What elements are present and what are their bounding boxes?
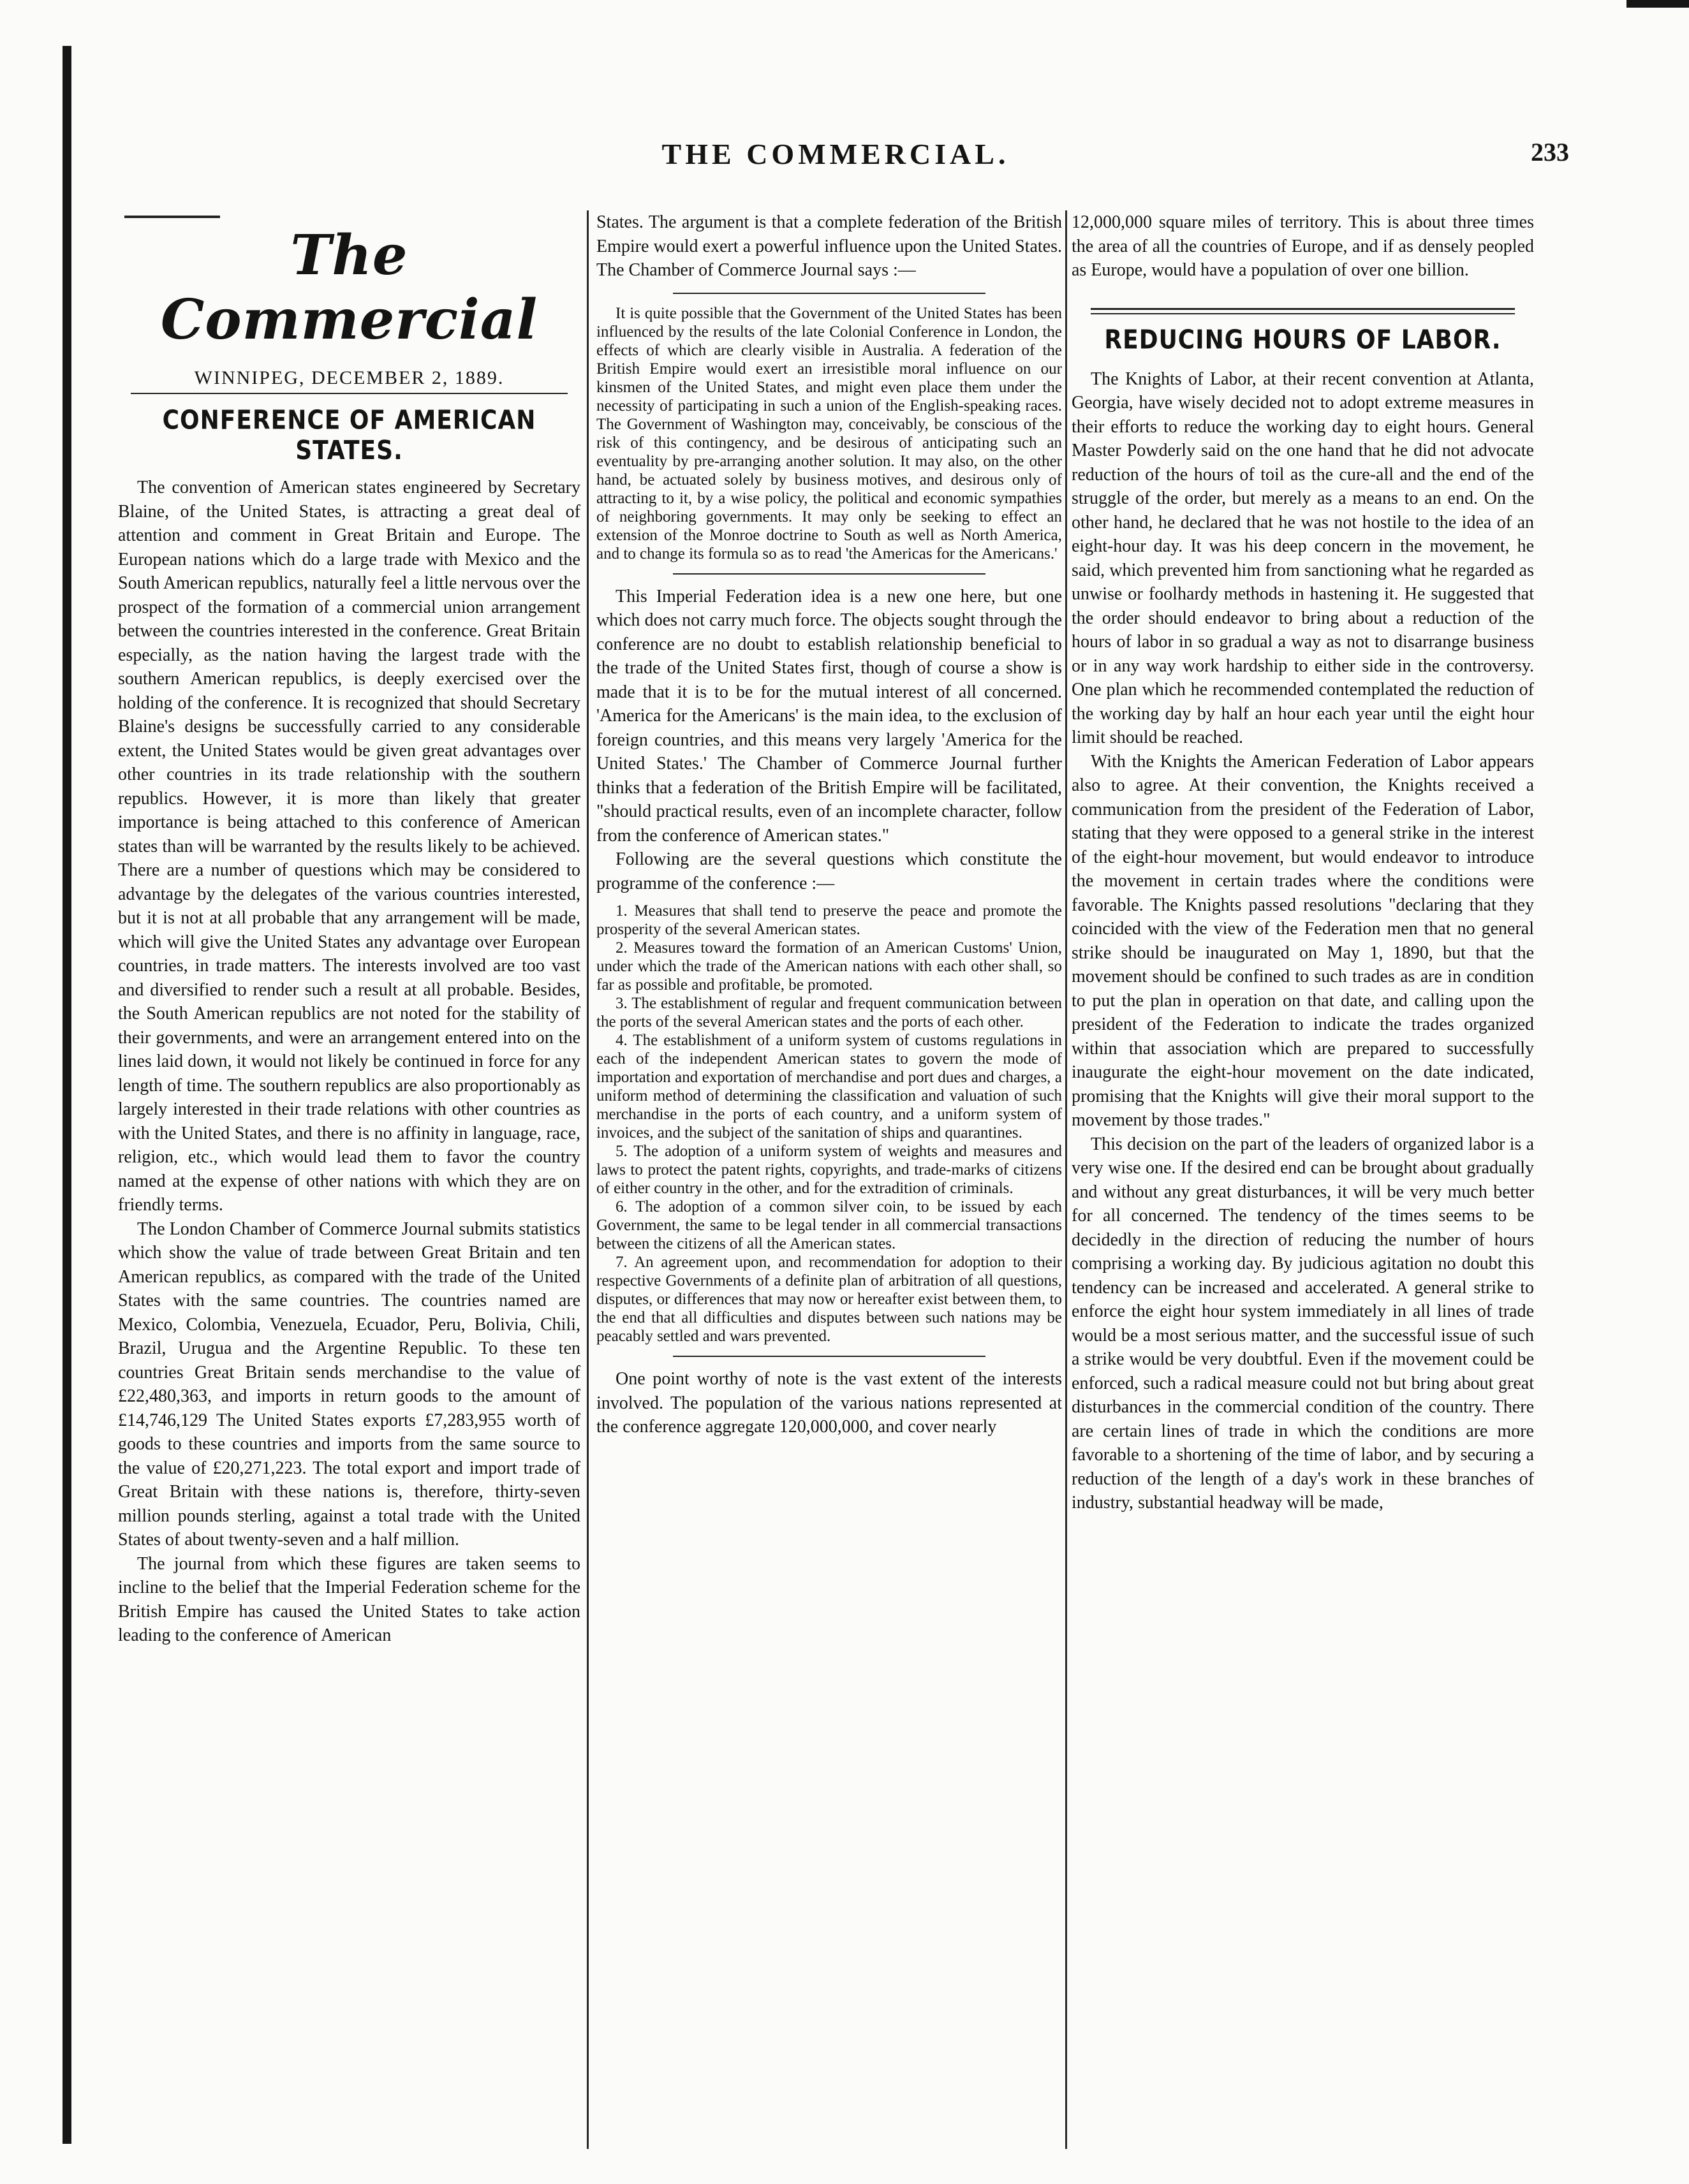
- dateline: WINNIPEG, DECEMBER 2, 1889.: [194, 367, 505, 388]
- column-rule: [1065, 210, 1067, 2149]
- article-paragraph: The journal from which these figures are taken seems to incline to the belief that the Imperial Federation scheme for the British Empire has caused the United States to take action leading to the conference of American: [118, 1553, 580, 1645]
- article-paragraph: The Knights of Labor, at their recent convention at Atlanta, Georgia, have wisely decided not to adopt extreme measures in their efforts to reduce the working day to eight hours. General Master Powderly said on the one hand that he did not advocate reduction of the hours of toil as the cure-all and the end of the struggle of the order, but merely as a means to an end. On the other hand, he declared that he was not hostile to the idea of an eight-hour day. It was his deep concern in the movement, he said, which prevented him from sanctioning what he regarded as unwise or foolhardy methods in hastening it. He suggested that the order should endeavor to bring about a reduction of the hours of labor in so gradual a way as not to disarrange business or in any way work hardship to either side in the controversy. One plan which he recommended contemplated the reduction of the working day by half an hour each year until the eight hour limit should be reached.: [1072, 369, 1534, 747]
- programme-item: 2. Measures toward the formation of an American Customs' Union, under which the trade of the American nations with each other shall, so far as possible and profitable, be promoted.: [596, 939, 1062, 993]
- article-paragraph: The London Chamber of Commerce Journal submits statistics which show the value of trade between Great Britain and ten American republics, as compared with the trade of the United States with the same countries. The countries named are Mexico, Colombia, Venezuela, Ecuador, Peru, Bolivia, Chili, Brazil, Urugua and the Argentine Republic. To these ten countries Great Britain sends merchandise to the value of £22,480,363, and imports in return goods to the amount of £14,746,129 The United States exports £7,283,955 worth of goods to these countries and imports from the same source to the value of £20,271,223. The total export and import trade of Great Britain with these nations is, therefore, thirty-seven million pounds sterling, against a total trade with the United States of about twenty-seven and a half million.: [118, 1219, 580, 1550]
- masthead-rule: [124, 216, 220, 218]
- running-header: [102, 137, 1569, 175]
- column-rule: [587, 210, 589, 2149]
- article-paragraph: This Imperial Federation idea is a new one here, but one which does not carry much force. The objects sought through the conference are no doubt to establish relationship beneficial to the trade of the United States first, though of course a show is made that it is to be for the mutual interest of all concerned. 'America for the Americans' is the main idea, to the exclusion of foreign countries, and this means very largely 'America for the United States.' The Chamber of Commerce Journal further thinks that a federation of the British Empire will be facilitated, "should practical results, even of an incomplete character, follow from the conference of American states.": [596, 586, 1062, 846]
- masthead-title: The Commercial: [160, 223, 538, 352]
- dateline-rule: [131, 393, 568, 394]
- article-paragraph: The convention of American states engineered by Secretary Blaine, of the United States, is attracting a great deal of attention and comment in Great Britain and Europe. The European nations which do a large trade with Mexico and the South American republics, naturally feel a little nervous over the prospect of the formation of a commercial union arrangement between the countries interested in the conference. Great Britain especially, as the nation having the largest trade with the southern American republics, is deeply exercised over the holding of the conference. It is recognized that should Secretary Blaine's designs be successfully carried to any considerable extent, the United States would be given great advantages over other countries in its trade relationship with the southern republics. However, it is more than likely that greater importance is being attached to this conference of American states than will be warranted by the results likely to be achieved. There are a number of questions which may be considered to advantage by the delegates of the various countries interested, but it is not at all probable that any arrangement will be made, which will give the United States any advantage over European countries, in trade matters. The interests involved are too vast and diversified to render such a result at all probable. Besides, the South American republics are not noted for the stability of their governments, and were an arrangement entered into on the lines laid down, it would not likely be continued in force for any length of time. The southern republics are also proportionably as largely interested in their trade relations with other countries as with the United States, and there is no affinity in language, race, religion, etc., which would lead them to favor the country named at the expense of other nations with which they are on friendly terms.: [118, 478, 580, 1215]
- article-paragraph: This decision on the part of the leaders of organized labor is a very wise one. If the desired end can be brought about gradually and without any great disturbances, it will be very much better for all concerned. The tendency of the times seems to be decidedly in the direction of reducing the number of hours comprising a working day. By judicious agitation no doubt this tendency can be increased and accelerated. A general strike to enforce the eight hour system immediately in all lines of trade would be a most serious matter, and the successful issue of such a strike would be very doubtful. Even if the movement could be enforced, such a radical measure could not but bring about great disturbances in the commercial condition of the country. There are certain lines of trade in which the conditions are more favorable to a shortening of the time of labor, and by securing a reduction of the length of a day's work in these branches of industry, substantial headway will be made,: [1072, 1134, 1534, 1513]
- article-paragraph: States. The argument is that a complete federation of the British Empire would exert a powerful influence upon the United States. The Chamber of Commerce Journal says :—: [596, 212, 1062, 280]
- column-1: [118, 210, 580, 2149]
- running-title: THE COMMERCIAL.: [661, 138, 1010, 170]
- programme-item: 6. The adoption of a common silver coin, to be issued by each Government, the same to be legal tender in all commercial transactions between the citizens of all the American states.: [596, 1198, 1062, 1252]
- programme-item: 3. The establishment of regular and frequent communication between the ports of the several American states and the ports of each other.: [596, 995, 1062, 1030]
- article-paragraph: One point worthy of note is the vast extent of the interests involved. The population of the various nations represented at the conference aggregate 120,000,000, and cover nearly: [596, 1369, 1062, 1437]
- programme-item: 1. Measures that shall tend to preserve the peace and promote the prosperity of the several American states.: [596, 902, 1062, 938]
- article-divider: [1091, 308, 1515, 314]
- article-paragraph: Following are the several questions which constitute the programme of the conference :—: [596, 849, 1062, 893]
- list-rule: [673, 1356, 985, 1357]
- page-number: 233: [1531, 138, 1569, 166]
- quote-rule: [673, 573, 985, 575]
- article-paragraph: With the Knights the American Federation of Labor appears also to agree. At their convention, the Knights received a communication from the president of the Federation of Labor, stating that they were opposed to a general strike in the interest of the eight-hour movement, but would endeavor to introduce the movement in certain trades where the conditions were favorable. The Knights passed resolutions "declaring that they coincided with the view of the Federation men that no general strike should be inaugurated on May 1, 1890, but that the movement should be confined to such trades as are in condition to put the plan in operation on that date, and calling upon the president of the Federation to indicate the trades organized within that association which are prepared to successfully inaugurate the eight-hour movement on the date indicated, promising that the Knights will give their moral support to the movement by those trades.": [1072, 751, 1534, 1130]
- column-2: [596, 210, 1062, 2149]
- scan-edge-top: [1626, 0, 1689, 8]
- article-headline: CONFERENCE OF AMERICAN STATES.: [162, 405, 536, 466]
- quote-rule: [673, 293, 985, 294]
- programme-item: 4. The establishment of a uniform system of customs regulations in each of the independent American states to govern the mode of importation and exportation of merchandise and port dues and charges, a uniform method of determining the classification and valuation of such merchandise in the ports of each country, and a uniform system of invoices, and the subject of the sanitation of ships and quarantines.: [596, 1032, 1062, 1141]
- column-3: [1072, 210, 1534, 2149]
- article-paragraph: 12,000,000 square miles of territory. This is about three times the area of all the countries of Europe, and if as densely peopled as Europe, would have a population of over one billion.: [1072, 212, 1534, 280]
- scan-edge-left: [63, 46, 71, 2144]
- article-headline: REDUCING HOURS OF LABOR.: [1104, 325, 1501, 355]
- block-quote: It is quite possible that the Government of the United States has been influenced by the results of the late Colonial Conference in London, the effects of which are clearly visible in Australia. A federation of the British Empire would exert an irresistible moral influence on our kinsmen of the United States, and might even place them under the necessity of participating in such a union of the English-speaking races. The Government of Washington may, conceivably, be conscious of the risk of this contingency, and be desirous of anticipating such an eventuality by pre-arranging another solution. It may also, on the other hand, be actuated solely by business motives, and desirous only of attracting to it, by a wise policy, the political and economic sympathies of neighboring governments. It may only be seeking to effect an extension of the Monroe doctrine to South as well as North America, and to change its formula so as to read 'the Americas for the Americans.': [596, 304, 1062, 562]
- programme-item: 7. An agreement upon, and recommendation for adoption to their respective Governments of a definite plan of arbitration of all questions, disputes, or differences that may now or hereafter exist between them, to the end that all difficulties and disputes between such nations may be peacably settled and wars prevented.: [596, 1254, 1062, 1345]
- programme-item: 5. The adoption of a uniform system of weights and measures and laws to protect the patent rights, copyrights, and trade-marks of citizens of either country in the other, and for the extradition of criminals.: [596, 1143, 1062, 1197]
